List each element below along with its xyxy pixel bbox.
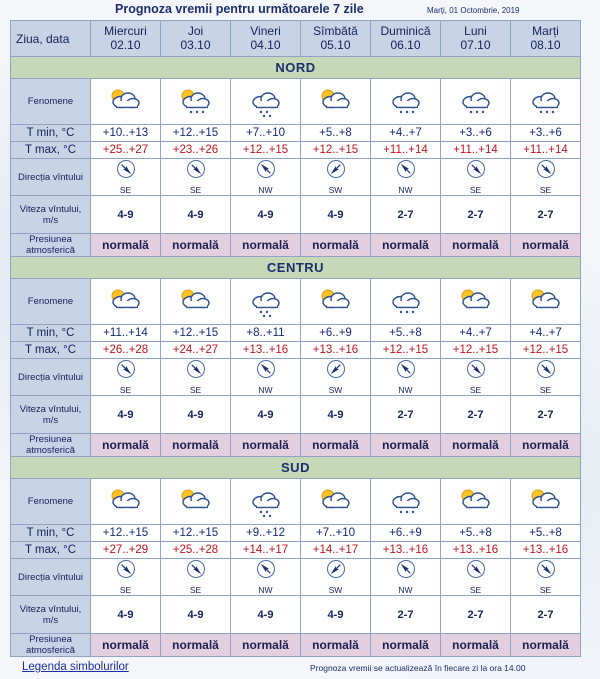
day-name: Vineri <box>250 24 281 38</box>
weather-cell <box>231 279 301 325</box>
day-header <box>91 21 161 57</box>
wind-arrow-icon <box>396 559 416 584</box>
direction-label: SE <box>189 185 202 195</box>
region-name: SUD <box>11 457 581 479</box>
tmax-value: +13..+16 <box>511 542 581 559</box>
wind-value: 4-9 <box>161 596 231 634</box>
wind-value: 4-9 <box>301 396 371 434</box>
tmax-value: +24..+27 <box>161 342 231 359</box>
direction-box <box>371 559 440 595</box>
weather-cell <box>441 279 511 325</box>
wind-arrow-icon <box>536 359 556 384</box>
pressure-value: normală <box>231 434 301 457</box>
weather-cell <box>161 279 231 325</box>
direction-box <box>231 159 300 195</box>
pressure-value: normală <box>371 234 441 257</box>
tmin-value: +8..+11 <box>231 325 301 342</box>
tmin-value: +12..+15 <box>91 525 161 542</box>
day-date: 06.10 <box>390 38 421 52</box>
row-label: T max, °C <box>11 342 91 359</box>
forecast-table <box>10 20 581 657</box>
wind-direction-row <box>11 559 581 596</box>
row-label: T max, °C <box>11 142 91 159</box>
pressure-value: normală <box>441 234 511 257</box>
direction-cell <box>91 159 161 196</box>
tmax-value: +14..+17 <box>231 542 301 559</box>
day-name: Sîmbătă <box>313 24 358 38</box>
pressure-value: normală <box>441 434 511 457</box>
weather-cell <box>511 79 581 125</box>
wind-arrow-icon <box>536 159 556 184</box>
wind-arrow-icon <box>536 559 556 584</box>
wind-arrow-icon <box>256 159 276 184</box>
row-label: Direcția vîntului <box>11 559 91 596</box>
wind-value: 2-7 <box>441 396 511 434</box>
tmax-row <box>11 542 581 559</box>
direction-cell <box>511 359 581 396</box>
tmin-value: +4..+7 <box>441 325 511 342</box>
day-header <box>441 21 511 57</box>
weather-cell <box>91 79 161 125</box>
partly-sunny-cloud-icon <box>511 485 580 519</box>
tmin-value: +3..+6 <box>511 125 581 142</box>
direction-cell <box>511 559 581 596</box>
row-label: Presiunea atmosferică <box>11 634 91 657</box>
row-label: Viteza vîntului, m/s <box>11 196 91 234</box>
direction-cell <box>371 559 441 596</box>
direction-cell <box>301 359 371 396</box>
tmin-value: +5..+8 <box>511 525 581 542</box>
wind-value: 2-7 <box>441 596 511 634</box>
partly-sunny-cloud-icon <box>301 85 370 119</box>
pressure-value: normală <box>511 234 581 257</box>
weather-cell <box>301 279 371 325</box>
wind-arrow-icon <box>256 359 276 384</box>
weather-cell <box>301 79 371 125</box>
pressure-row <box>11 634 581 657</box>
day-date: 02.10 <box>110 38 141 52</box>
weather-cell <box>511 279 581 325</box>
tmax-value: +23..+26 <box>161 142 231 159</box>
cloud-drizzle-icon <box>371 485 440 519</box>
weather-cell <box>91 279 161 325</box>
weather-cell <box>511 479 581 525</box>
pressure-value: normală <box>301 234 371 257</box>
wind-direction-row <box>11 359 581 396</box>
pressure-value: normală <box>371 634 441 657</box>
header-row <box>11 21 581 57</box>
direction-label: SE <box>119 385 132 395</box>
cloud-rain-icon <box>231 485 300 519</box>
day-name: Luni <box>464 24 487 38</box>
direction-cell <box>371 159 441 196</box>
tmax-value: +12..+15 <box>441 342 511 359</box>
wind-value: 2-7 <box>511 196 581 234</box>
direction-label: SE <box>119 585 132 595</box>
tmax-row <box>11 342 581 359</box>
direction-box <box>371 159 440 195</box>
region-row <box>11 457 581 479</box>
row-label: T min, °C <box>11 125 91 142</box>
wind-arrow-icon <box>186 559 206 584</box>
row-label: Fenomene <box>11 479 91 525</box>
tmax-value: +11..+14 <box>441 142 511 159</box>
tmax-value: +26..+28 <box>91 342 161 359</box>
tmin-value: +12..+15 <box>161 125 231 142</box>
title-bar <box>10 0 590 20</box>
wind-value: 2-7 <box>441 196 511 234</box>
day-header <box>511 21 581 57</box>
wind-arrow-icon <box>256 559 276 584</box>
tmin-value: +12..+15 <box>161 525 231 542</box>
wind-value: 4-9 <box>301 596 371 634</box>
direction-box <box>511 559 580 595</box>
direction-box <box>441 159 510 195</box>
direction-label: SW <box>328 385 343 395</box>
tmax-value: +12..+15 <box>231 142 301 159</box>
direction-label: SE <box>189 385 202 395</box>
weather-cell <box>231 79 301 125</box>
direction-label: SE <box>469 585 482 595</box>
partly-sunny-cloud-icon <box>161 285 230 319</box>
region-row <box>11 57 581 79</box>
tmin-value: +9..+12 <box>231 525 301 542</box>
row-label: Viteza vîntului, m/s <box>11 596 91 634</box>
day-date: 03.10 <box>180 38 211 52</box>
pressure-value: normală <box>91 434 161 457</box>
tmin-value: +5..+8 <box>371 325 441 342</box>
wind-arrow-icon <box>396 359 416 384</box>
direction-label: SE <box>539 585 552 595</box>
phenomena-row <box>11 279 581 325</box>
tmax-value: +13..+16 <box>371 542 441 559</box>
tmax-value: +13..+16 <box>231 342 301 359</box>
wind-arrow-icon <box>466 559 486 584</box>
direction-label: SW <box>328 585 343 595</box>
pressure-value: normală <box>301 434 371 457</box>
pressure-value: normală <box>161 634 231 657</box>
tmax-value: +12..+15 <box>301 142 371 159</box>
row-label: T min, °C <box>11 325 91 342</box>
direction-box <box>301 159 370 195</box>
wind-value: 4-9 <box>161 396 231 434</box>
wind-speed-row <box>11 596 581 634</box>
weather-cell <box>371 79 441 125</box>
tmax-value: +12..+15 <box>511 342 581 359</box>
weather-cell <box>161 79 231 125</box>
day-date: 07.10 <box>460 38 491 52</box>
pressure-value: normală <box>511 434 581 457</box>
direction-box <box>91 559 160 595</box>
direction-box <box>161 359 230 395</box>
direction-cell <box>301 559 371 596</box>
partly-sunny-cloud-icon <box>91 285 160 319</box>
day-header <box>371 21 441 57</box>
day-header <box>301 21 371 57</box>
tmin-value: +4..+7 <box>511 325 581 342</box>
weather-cell <box>371 279 441 325</box>
pressure-row <box>11 234 581 257</box>
row-label: Fenomene <box>11 79 91 125</box>
direction-cell <box>91 359 161 396</box>
phenomena-row <box>11 79 581 125</box>
pressure-value: normală <box>161 434 231 457</box>
direction-box <box>511 159 580 195</box>
direction-cell <box>371 359 441 396</box>
wind-value: 2-7 <box>371 396 441 434</box>
wind-arrow-icon <box>116 359 136 384</box>
cloud-drizzle-icon <box>371 85 440 119</box>
wind-speed-row <box>11 196 581 234</box>
day-header <box>231 21 301 57</box>
tmin-value: +5..+8 <box>441 525 511 542</box>
region-name: CENTRU <box>11 257 581 279</box>
wind-value: 2-7 <box>511 396 581 434</box>
row-label: Presiunea atmosferică <box>11 434 91 457</box>
pressure-value: normală <box>91 234 161 257</box>
direction-cell <box>511 159 581 196</box>
day-name: Duminică <box>380 24 431 38</box>
direction-cell <box>231 159 301 196</box>
pressure-value: normală <box>231 634 301 657</box>
row-label: Direcția vîntului <box>11 359 91 396</box>
direction-box <box>371 359 440 395</box>
wind-value: 4-9 <box>161 196 231 234</box>
header-label: Ziua, data <box>11 21 91 57</box>
direction-box <box>231 359 300 395</box>
tmin-value: +6..+9 <box>371 525 441 542</box>
direction-label: NW <box>258 585 273 595</box>
wind-value: 2-7 <box>371 196 441 234</box>
legend-link[interactable]: Legenda simbolurilor <box>22 661 129 673</box>
direction-label: SE <box>469 185 482 195</box>
partly-sunny-cloud-icon <box>91 485 160 519</box>
direction-box <box>301 559 370 595</box>
partly-sunny-cloud-icon <box>91 85 160 119</box>
wind-value: 4-9 <box>231 196 301 234</box>
wind-arrow-icon <box>396 159 416 184</box>
direction-cell <box>441 359 511 396</box>
tmin-value: +3..+6 <box>441 125 511 142</box>
tmax-value: +12..+15 <box>371 342 441 359</box>
pressure-value: normală <box>301 634 371 657</box>
direction-cell <box>441 159 511 196</box>
wind-arrow-icon <box>186 159 206 184</box>
wind-direction-row <box>11 159 581 196</box>
tmin-value: +10..+13 <box>91 125 161 142</box>
partly-sunny-cloud-icon <box>161 485 230 519</box>
tmin-value: +7..+10 <box>301 525 371 542</box>
direction-cell <box>231 359 301 396</box>
cloud-drizzle-sun-icon <box>161 85 230 119</box>
weather-cell <box>161 479 231 525</box>
tmin-value: +6..+9 <box>301 325 371 342</box>
direction-box <box>161 559 230 595</box>
partly-sunny-cloud-icon <box>441 485 510 519</box>
partly-sunny-cloud-icon <box>441 285 510 319</box>
weather-cell <box>91 479 161 525</box>
direction-cell <box>161 559 231 596</box>
day-name: Miercuri <box>104 24 147 38</box>
wind-value: 4-9 <box>91 196 161 234</box>
tmax-value: +25..+27 <box>91 142 161 159</box>
cloud-drizzle-icon <box>511 85 580 119</box>
direction-box <box>161 159 230 195</box>
direction-label: SE <box>539 385 552 395</box>
forecast-panel <box>10 0 590 677</box>
row-label: Presiunea atmosferică <box>11 234 91 257</box>
tmin-value: +12..+15 <box>161 325 231 342</box>
direction-label: SE <box>119 185 132 195</box>
day-date: 08.10 <box>530 38 561 52</box>
partly-sunny-cloud-icon <box>301 285 370 319</box>
direction-label: SE <box>539 185 552 195</box>
direction-box <box>511 359 580 395</box>
pressure-value: normală <box>441 634 511 657</box>
wind-value: 4-9 <box>301 196 371 234</box>
pressure-value: normală <box>511 634 581 657</box>
row-label: Direcția vîntului <box>11 159 91 196</box>
row-label: Viteza vîntului, m/s <box>11 396 91 434</box>
tmax-value: +13..+16 <box>301 342 371 359</box>
footer <box>10 657 590 677</box>
direction-box <box>441 559 510 595</box>
cloud-rain-icon <box>231 85 300 119</box>
update-note: Prognoza vremii se actualizează în fiecare zi la ora 14.00 <box>310 663 526 673</box>
tmin-row <box>11 325 581 342</box>
wind-value: 4-9 <box>231 396 301 434</box>
cloud-drizzle-icon <box>371 285 440 319</box>
direction-cell <box>91 559 161 596</box>
pressure-value: normală <box>231 234 301 257</box>
direction-box <box>231 559 300 595</box>
weather-cell <box>371 479 441 525</box>
direction-cell <box>441 559 511 596</box>
direction-label: NW <box>258 385 273 395</box>
row-label: Fenomene <box>11 279 91 325</box>
wind-arrow-icon <box>326 159 346 184</box>
weather-cell <box>301 479 371 525</box>
day-header <box>161 21 231 57</box>
region-row <box>11 257 581 279</box>
direction-label: SE <box>189 585 202 595</box>
wind-value: 4-9 <box>91 396 161 434</box>
direction-cell <box>301 159 371 196</box>
wind-value: 2-7 <box>511 596 581 634</box>
wind-arrow-icon <box>466 159 486 184</box>
direction-label: NW <box>258 185 273 195</box>
tmax-value: +11..+14 <box>371 142 441 159</box>
day-name: Marți <box>532 24 559 38</box>
wind-value: 4-9 <box>231 596 301 634</box>
region-name: NORD <box>11 57 581 79</box>
page-title: Prognoza vremii pentru următoarele 7 zile <box>115 2 364 16</box>
tmin-row <box>11 125 581 142</box>
day-date: 05.10 <box>320 38 351 52</box>
cloud-rain-icon <box>231 285 300 319</box>
direction-cell <box>161 159 231 196</box>
cloud-drizzle-icon <box>441 85 510 119</box>
tmax-value: +27..+29 <box>91 542 161 559</box>
tmax-value: +11..+14 <box>511 142 581 159</box>
wind-value: 4-9 <box>91 596 161 634</box>
wind-arrow-icon <box>326 359 346 384</box>
tmax-row <box>11 142 581 159</box>
partly-sunny-cloud-icon <box>301 485 370 519</box>
direction-box <box>91 159 160 195</box>
tmax-value: +13..+16 <box>441 542 511 559</box>
pressure-row <box>11 434 581 457</box>
tmin-value: +11..+14 <box>91 325 161 342</box>
direction-label: NW <box>398 185 413 195</box>
tmin-row <box>11 525 581 542</box>
direction-label: NW <box>398 585 413 595</box>
direction-label: NW <box>398 385 413 395</box>
direction-cell <box>231 559 301 596</box>
weather-cell <box>231 479 301 525</box>
weather-cell <box>441 79 511 125</box>
wind-arrow-icon <box>116 159 136 184</box>
wind-arrow-icon <box>186 359 206 384</box>
row-label: T max, °C <box>11 542 91 559</box>
tmin-value: +5..+8 <box>301 125 371 142</box>
day-date: 04.10 <box>250 38 281 52</box>
direction-cell <box>161 359 231 396</box>
direction-label: SW <box>328 185 343 195</box>
pressure-value: normală <box>91 634 161 657</box>
wind-arrow-icon <box>466 359 486 384</box>
direction-box <box>441 359 510 395</box>
direction-box <box>301 359 370 395</box>
day-name: Joi <box>187 24 204 38</box>
tmin-value: +7..+10 <box>231 125 301 142</box>
phenomena-row <box>11 479 581 525</box>
wind-value: 2-7 <box>371 596 441 634</box>
wind-arrow-icon <box>116 559 136 584</box>
pressure-value: normală <box>161 234 231 257</box>
pressure-value: normală <box>371 434 441 457</box>
current-date: Marți, 01 Octombrie, 2019 <box>427 6 520 15</box>
wind-arrow-icon <box>326 559 346 584</box>
tmax-value: +25..+28 <box>161 542 231 559</box>
weather-cell <box>441 479 511 525</box>
tmin-value: +4..+7 <box>371 125 441 142</box>
direction-label: SE <box>469 385 482 395</box>
partly-sunny-cloud-icon <box>511 285 580 319</box>
row-label: T min, °C <box>11 525 91 542</box>
tmax-value: +14..+17 <box>301 542 371 559</box>
direction-box <box>91 359 160 395</box>
wind-speed-row <box>11 396 581 434</box>
